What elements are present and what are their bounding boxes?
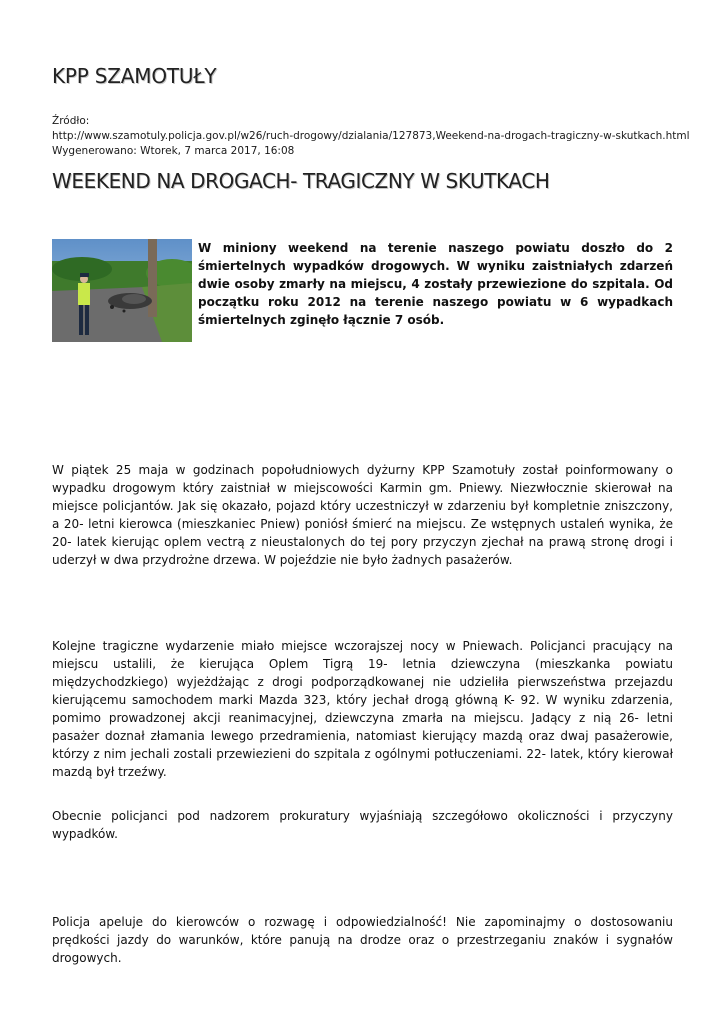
- source-meta: [52, 114, 692, 159]
- article-lead: [52, 239, 673, 337]
- site-title: KPP SZAMOTUŁY: [52, 64, 217, 88]
- paragraph-2: Kolejne tragiczne wydarzenie miało miejsce wczorajszej nocy w Pniewach. Policjanci pracujący na miejscu ustalili, że kierująca Oplem Tigrą 19- letnia dziewczyna (mieszkanka powiatu międzychodzkiego) wyjeżdżając z drogi podporządkowanej nie udzieliła pierwszeństwa przejazdu kierującemu samochodem marki Mazda 323, który jechał drogą główną K- 92. W wyniku zdarzenia, pomimo prowadzonej akcji reanimacyjnej, dziewczyna zmarła na miejscu. Jadący z nią 26- letni pasażer doznał złamania lewego przedramienia, natomiast kierujący mazdą oraz dwaj pasażerowie, którzy z nim jechali zostali przewiezieni do szpitala z ogólnymi potłuczeniami. 22- latek, który kierował mazdą był trzeźwy.: [52, 639, 673, 779]
- accident-scene-photo: [52, 239, 192, 342]
- source-label: Źródło:: [52, 115, 90, 127]
- source-url[interactable]: http://www.szamotuly.policja.gov.pl/w26/ruch-drogowy/dzialania/127873,Weekend-na-drogach-tragiczny-w-skutkach.html: [52, 130, 690, 142]
- lead-text: W miniony weekend na terenie naszego powiatu doszło do 2 śmiertelnych wypadków drogowych. W wyniku zaistniałych zdarzeń dwie osoby zmarły na miejscu, 4 zostały przewiezione do szpitala. Od początku roku 2012 na terenie naszego powiatu w 6 wypadkach śmiertelnych zginęło łącznie 7 osób.: [198, 241, 673, 327]
- article-title: WEEKEND NA DROGACH- TRAGICZNY W SKUTKACH: [52, 169, 550, 193]
- generated-date: Wygenerowano: Wtorek, 7 marca 2017, 16:08: [52, 145, 295, 157]
- paragraph-4: Policja apeluje do kierowców o rozwagę i odpowiedzialność! Nie zapominajmy o dostosowaniu prędkości jazdy do warunków, które panują na drodze oraz o przestrzeganiu znaków i sygnałów drogowych.: [52, 915, 673, 965]
- paragraph-3: Obecnie policjanci pod nadzorem prokuratury wyjaśniają szczegółowo okoliczności i przyczyny wypadków.: [52, 809, 673, 841]
- paragraph-1: W piątek 25 maja w godzinach popołudniowych dyżurny KPP Szamotuły został poinformowany o wypadku drogowym który zaistniał w miejscowości Karmin gm. Pniewy. Niezwłocznie skierował na miejsce policjantów. Jak się okazało, pojazd który uczestniczył w zdarzeniu był kompletnie zniszczony, a 20- letni kierowca (mieszkaniec Pniew) poniósł śmierć na miejscu. Ze wstępnych ustaleń wynika, że 20- latek kierując oplem vectrą z nieustalonych do tej pory przyczyn zjechał na prawą stronę drogi i uderzył w dwa przydrożne drzewa. W pojeździe nie było żadnych pasażerów.: [52, 463, 673, 567]
